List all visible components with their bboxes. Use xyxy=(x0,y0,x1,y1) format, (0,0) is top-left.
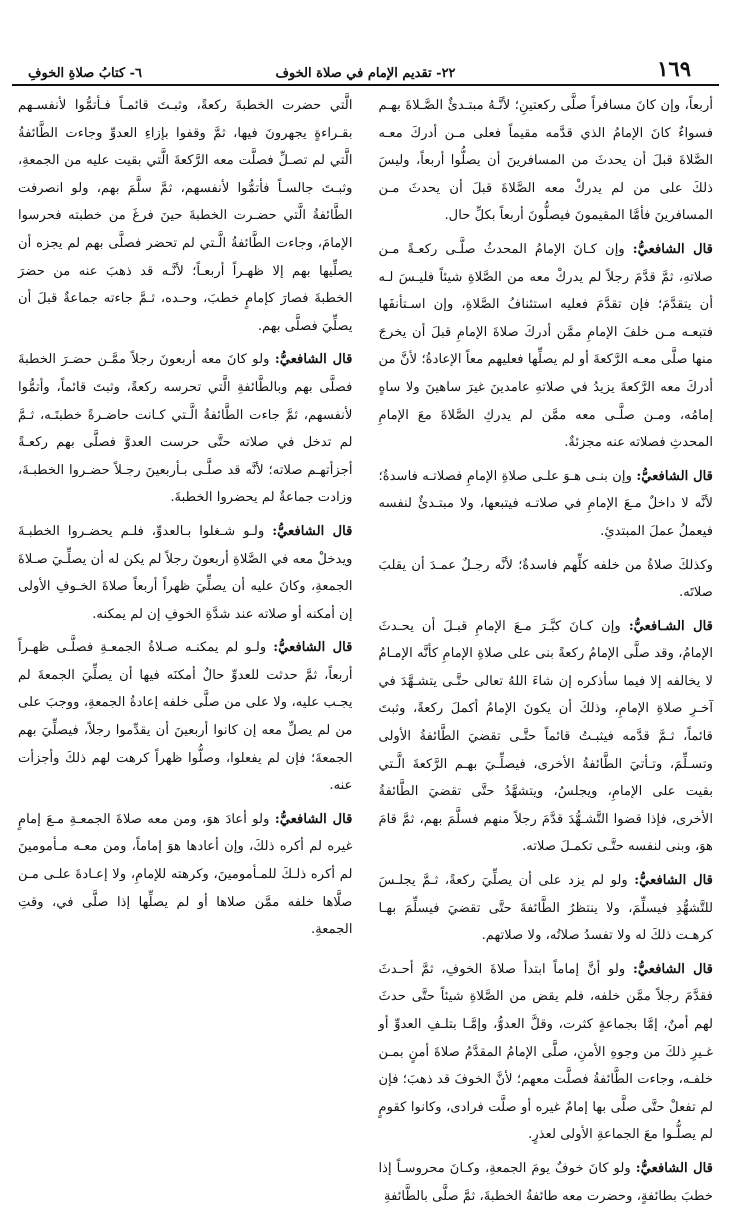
speaker-label: قال الشافعيُّ: xyxy=(274,811,353,827)
speaker-label: قال الشـافعيُّ: xyxy=(628,618,713,634)
paragraph xyxy=(379,552,714,607)
paragraph xyxy=(379,92,714,230)
speaker-label: قال الشافعيُّ: xyxy=(272,523,353,539)
paragraph xyxy=(379,463,714,546)
speaker-label: قال الشافعيُّ: xyxy=(636,468,713,484)
paragraph-text: ولو أعادَ هوَ، ومن معه صلاةَ الجمعـةِ مـعَ إمامٍ غيره لم أكره ذلكَ، وإن أعادها هوَ إماماً، ومن معـه مـأمومينَ لم أكره ذلـكَ للمـأمومينَ، وكرهته للإمامِ، ولا إعـادةَ علـى مـن صلَّاها خلفه ممَّن صلاها أو لم يصلِّها إذا صلَّى في، وقتِ الجمعةِ. xyxy=(18,811,353,938)
speaker-label: قال الشافعيُّ: xyxy=(273,640,353,656)
paragraph xyxy=(18,518,353,628)
paragraph-text: ولـو لم يمكنـه صـلاةُ الجمعـةِ فصلَّـى ظهـراً أربعاً، ثمَّ حدثت للعدوِّ حالٌ أمكنَه فيها أن يصلِّيَ الجمعةَ لم يجـب عليه، ولا على من صلَّى خلفه إعادةُ الجمعةِ، ووجبَ على من لم يصلِّ معه إن كانوا أربعينَ أن يقدِّموا رجلاً، فيصلِّيَ بهم الجمعةَ؛ فإن لم يفعلوا، وصلُّوا ظهراً كرهت لهم ذلكَ وأجزأت عنه. xyxy=(18,640,353,794)
speaker-label: قال الشافعيُّ: xyxy=(632,961,713,977)
paragraph xyxy=(379,613,714,861)
page-number: ١٦٩ xyxy=(657,56,691,81)
paragraph xyxy=(379,867,714,950)
right-column xyxy=(378,92,714,1204)
speaker-label: قال الشافعيُّ: xyxy=(634,873,713,889)
speaker-label: قال الشافعيُّ: xyxy=(632,241,713,257)
paragraph-text: ولو كانَ خوفٌ يومَ الجمعةِ، وكـانَ محروسـاً إذا خطبَ بطائفةٍ، وحضرت معه طائفةُ الخطبةَ، ثمَّ صلَّى بالطَّائفةِ xyxy=(378,1160,713,1204)
left-column xyxy=(18,92,353,1071)
paragraph-text: وإن كـانَ كبَّـرَ مـعَ الإمامِ قبـلَ أن يحـدثَ الإمامُ، وقد صلَّى الإمامُ ركعةً بنى على صلاةِ الإمامِ كأنَّه الإمـامُ لا يخالفه إلا فيما سأذكره إن شاءَ اللهُ تعالى حتَّـى يتشـهَّدَ في آخـرِ صلاةِ الإمامِ، وذلكَ أن يكونَ الإمامُ أكملَ ركعةً، وثبتَ قائماً، ثـمَّ قدَّمه فيثبـتُ قائماً حتَّـى تقضيَ الطَّائفةُ الأولى وتسـلِّمَ، وتـأتيَ الطَّائفةُ الأخرى، فيصلِّـيَ بهـم الرَّكعةَ الَّـتي بقيت على الإمامِ، ويجلسُ، ويتشهَّدُ حتَّى تقضيَ الطَّائفةُ الأخرى، فإذا قضوا التَّشـهُّدَ قدَّمَ رجلاً منهم فسلَّمَ بهم، ثمَّ قامَ هوَ، وبنى لنفسه حتَّـى تكمـلَ صلاته. xyxy=(378,618,713,855)
speaker-label: قال الشافعيُّ: xyxy=(274,352,353,368)
paragraph-text: ولو كانَ معه أربعونَ رجلاً ممَّـن حضـرَ الخطبةَ فصلَّى بهم وبالطَّائفةِ الَّتي تحرسه ركعةً، وثبتَ قائماً، وأتمُّوا لأنفسهم، ثمَّ جاءت الطَّائفةُ الَّـتي كـانت حاضـرةً خطبتَـه، ثـمَّ لم تدخل في صلاته حتَّى حرست العدوَّ فصلَّى بهم ركعـةً أجزأتهـم صلاته؛ لأنَّه قد صلَّـى بـأربعينَ رجـلاً حضـروا الخطبـةَ، وزادت جماعةٌ لم يحضروا الخطبةَ. xyxy=(18,352,353,506)
paragraph xyxy=(379,236,714,457)
book-title: ٦- كتابُ صلاةِ الخوفِ xyxy=(28,66,143,81)
paragraph xyxy=(379,956,714,1149)
paragraph-text: وإن كـانَ الإمامُ المحدثُ صلَّـى ركعـةً مـن صلاتهِ، ثمَّ قدَّمَ رجلاً لم يدركْ معه من الصَّلاةِ شيئاً فليـسَ لـه أن يتقدَّمَ؛ فإن تقدَّمَ فعليه استئنافُ الصَّلاةِ، وإن اسـتأنفَها فتبعـه مـن خلفَ الإمامِ ممَّن أدركَ صلاةَ الإمامِ قبلَ أن يخرجَ منها صلَّى معـه الرَّكعةَ أو لم يصلِّها فعليهم معاً الإعادةُ؛ لأنَّ من أدركَ معه الرَّكعةَ يزيدُ في صلاتهِ عامدينَ غيرَ ساهينَ ولا ساهٍ إمامُه، ومـن صلَّـى معه ممَّن لم يدركِ الصَّلاةَ معَ الإمامِ المحدثِ فصلاته عنه مجزئةٌ. xyxy=(378,241,713,451)
page-header xyxy=(12,58,719,86)
paragraph-text: ولو لم يزد على أن يصلِّيَ ركعةً، ثـمَّ يجلـسَ للتَّشهُّدِ فيسلِّمَ، ولا ينتظرُ الطَّائفةَ حتَّى تقضيَ فيسلِّمَ بهـا كرهـت ذلكَ له ولا تفسدُ صلاتُه، ولا صلاتهم. xyxy=(378,873,713,944)
paragraph-text: وإن بنـى هـوَ علـى صلاةِ الإمامِ فصلاتـه فاسدةٌ؛ لأنَّه لا داخلٌ مـعَ الإمامِ في صلاتـه فيتبعها، ولا مبتـدئٌ لنفسه فيعملُ عملَ المبتدئِ. xyxy=(378,468,713,539)
paragraph-text: الَّتي حضرت الخطبةَ ركعةً، وثبـتَ قائمـاً فـأتمُّوا لأنفسـهم بقـراءةٍ يجهرونَ فيها، ثمَّ وقفوا بإزاءِ العدوِّ وجاءت الطَّائفةُ الَّتي لم تصـلِّ فصلَّت معه الرَّكعةَ الَّتي بقيت عليه من الجمعةِ، وثبـتَ جالسـاً فأتمُّوا لأنفسهم، ثمَّ سلَّمَ بهم، ولو انصرفت الطَّائفةُ الَّتي حضـرت الخطبةَ حينَ فرغَ من خطبته فحرسوا الإمامَ، وجاءت الطَّائفةُ الَّـتي لم تحضر فصلَّى بهم لم يجزه أن يصلِّيها بهم إلا ظهـراً أربعـاً؛ لأنَّـه قد ذهبَ عنه من حضرَ الخطبةَ فصارَ كإمامٍ خطبَ، وحـده، ثـمَّ جاءته جماعةٌ قبلَ أن يصلِّيَ فصلَّى بهم. xyxy=(18,98,353,334)
text-columns xyxy=(18,92,713,1204)
paragraph xyxy=(18,92,353,340)
speaker-label: قال الشافعيُّ: xyxy=(635,1160,713,1176)
paragraph xyxy=(18,634,353,800)
paragraph-text: وكذلكَ صلاةُ من خلفه كلِّهم فاسدةٌ؛ لأنَّه رجـلٌ عمـدَ أن يقلبَ صلاتَه. xyxy=(378,557,713,601)
paragraph-text: أربعاً، وإن كانَ مسافراً صلَّى ركعتينِ؛ لأنَّـهُ مبتـدئٌ الصَّـلاةَ بهـم فسواءٌ كانَ الإمامُ الذي قدَّمه مقيماً فعلى مـن أدركَ معـه الصَّلاةَ قبلَ أن يحدثَ من المسافرينَ أن يصلُّوا أربعاً، وليسَ ذلكَ على من لم يدركْ معه الصَّلاةَ قبلَ أن يحدثَ مـن المسافرينَ فأمَّا المقيمونَ فيصلُّونَ أربعاً بكلِّ حال. xyxy=(378,98,713,224)
paragraph xyxy=(379,1155,714,1210)
paragraph-text: ولو أنَّ إماماً ابتدأ صلاةَ الخوفِ، ثمَّ أحـدثَ فقدَّمَ رجلاً ممَّن خلفه، فلم يقض من الصَّلاةِ شيئاً حتَّى حدثَ لهم أمنٌ، إمَّا بجماعةٍ كثرت، وقلَّ العدوُّ، وإمَّـا بتلـفِ العدوِّ أو غـيرِ ذلكَ من وجوهِ الأمنِ، صلَّى الإمامُ المقدَّمُ صلاةَ أمنٍ بمـن خلفـه، وجاءت الطَّائفةُ فصلَّت معهم؛ لأنَّ الخوفَ قد ذهبَ؛ فإن لم تفعلْ حتَّى صلَّى بها إمامٌ غيره أو صلَّت فرادى، وكانوا كقومٍ لم يصلُّـوا معَ الجماعةِ الأولى لعذرٍ. xyxy=(378,961,713,1143)
paragraph xyxy=(18,806,353,944)
paragraph xyxy=(18,346,353,512)
section-title: ٢٢- تقديم الإمام في صلاة الخوف xyxy=(275,66,456,81)
paragraph-text: ولـو شـغلوا بـالعدوِّ، فلـم يحضـروا الخطبـةَ ويدخلْ معه في الصَّلاةِ أربعونَ رجلاً لم يكن له أن يصلِّـيَ صـلاةَ الجمعةِ، وكانَ عليه أن يصلِّيَ ظهراً أربعاً صلاةَ الخـوفِ الأولى إن أمكنه أو صلاته عند شدَّةِ الخوفِ إن لم يمكنه. xyxy=(18,523,353,622)
